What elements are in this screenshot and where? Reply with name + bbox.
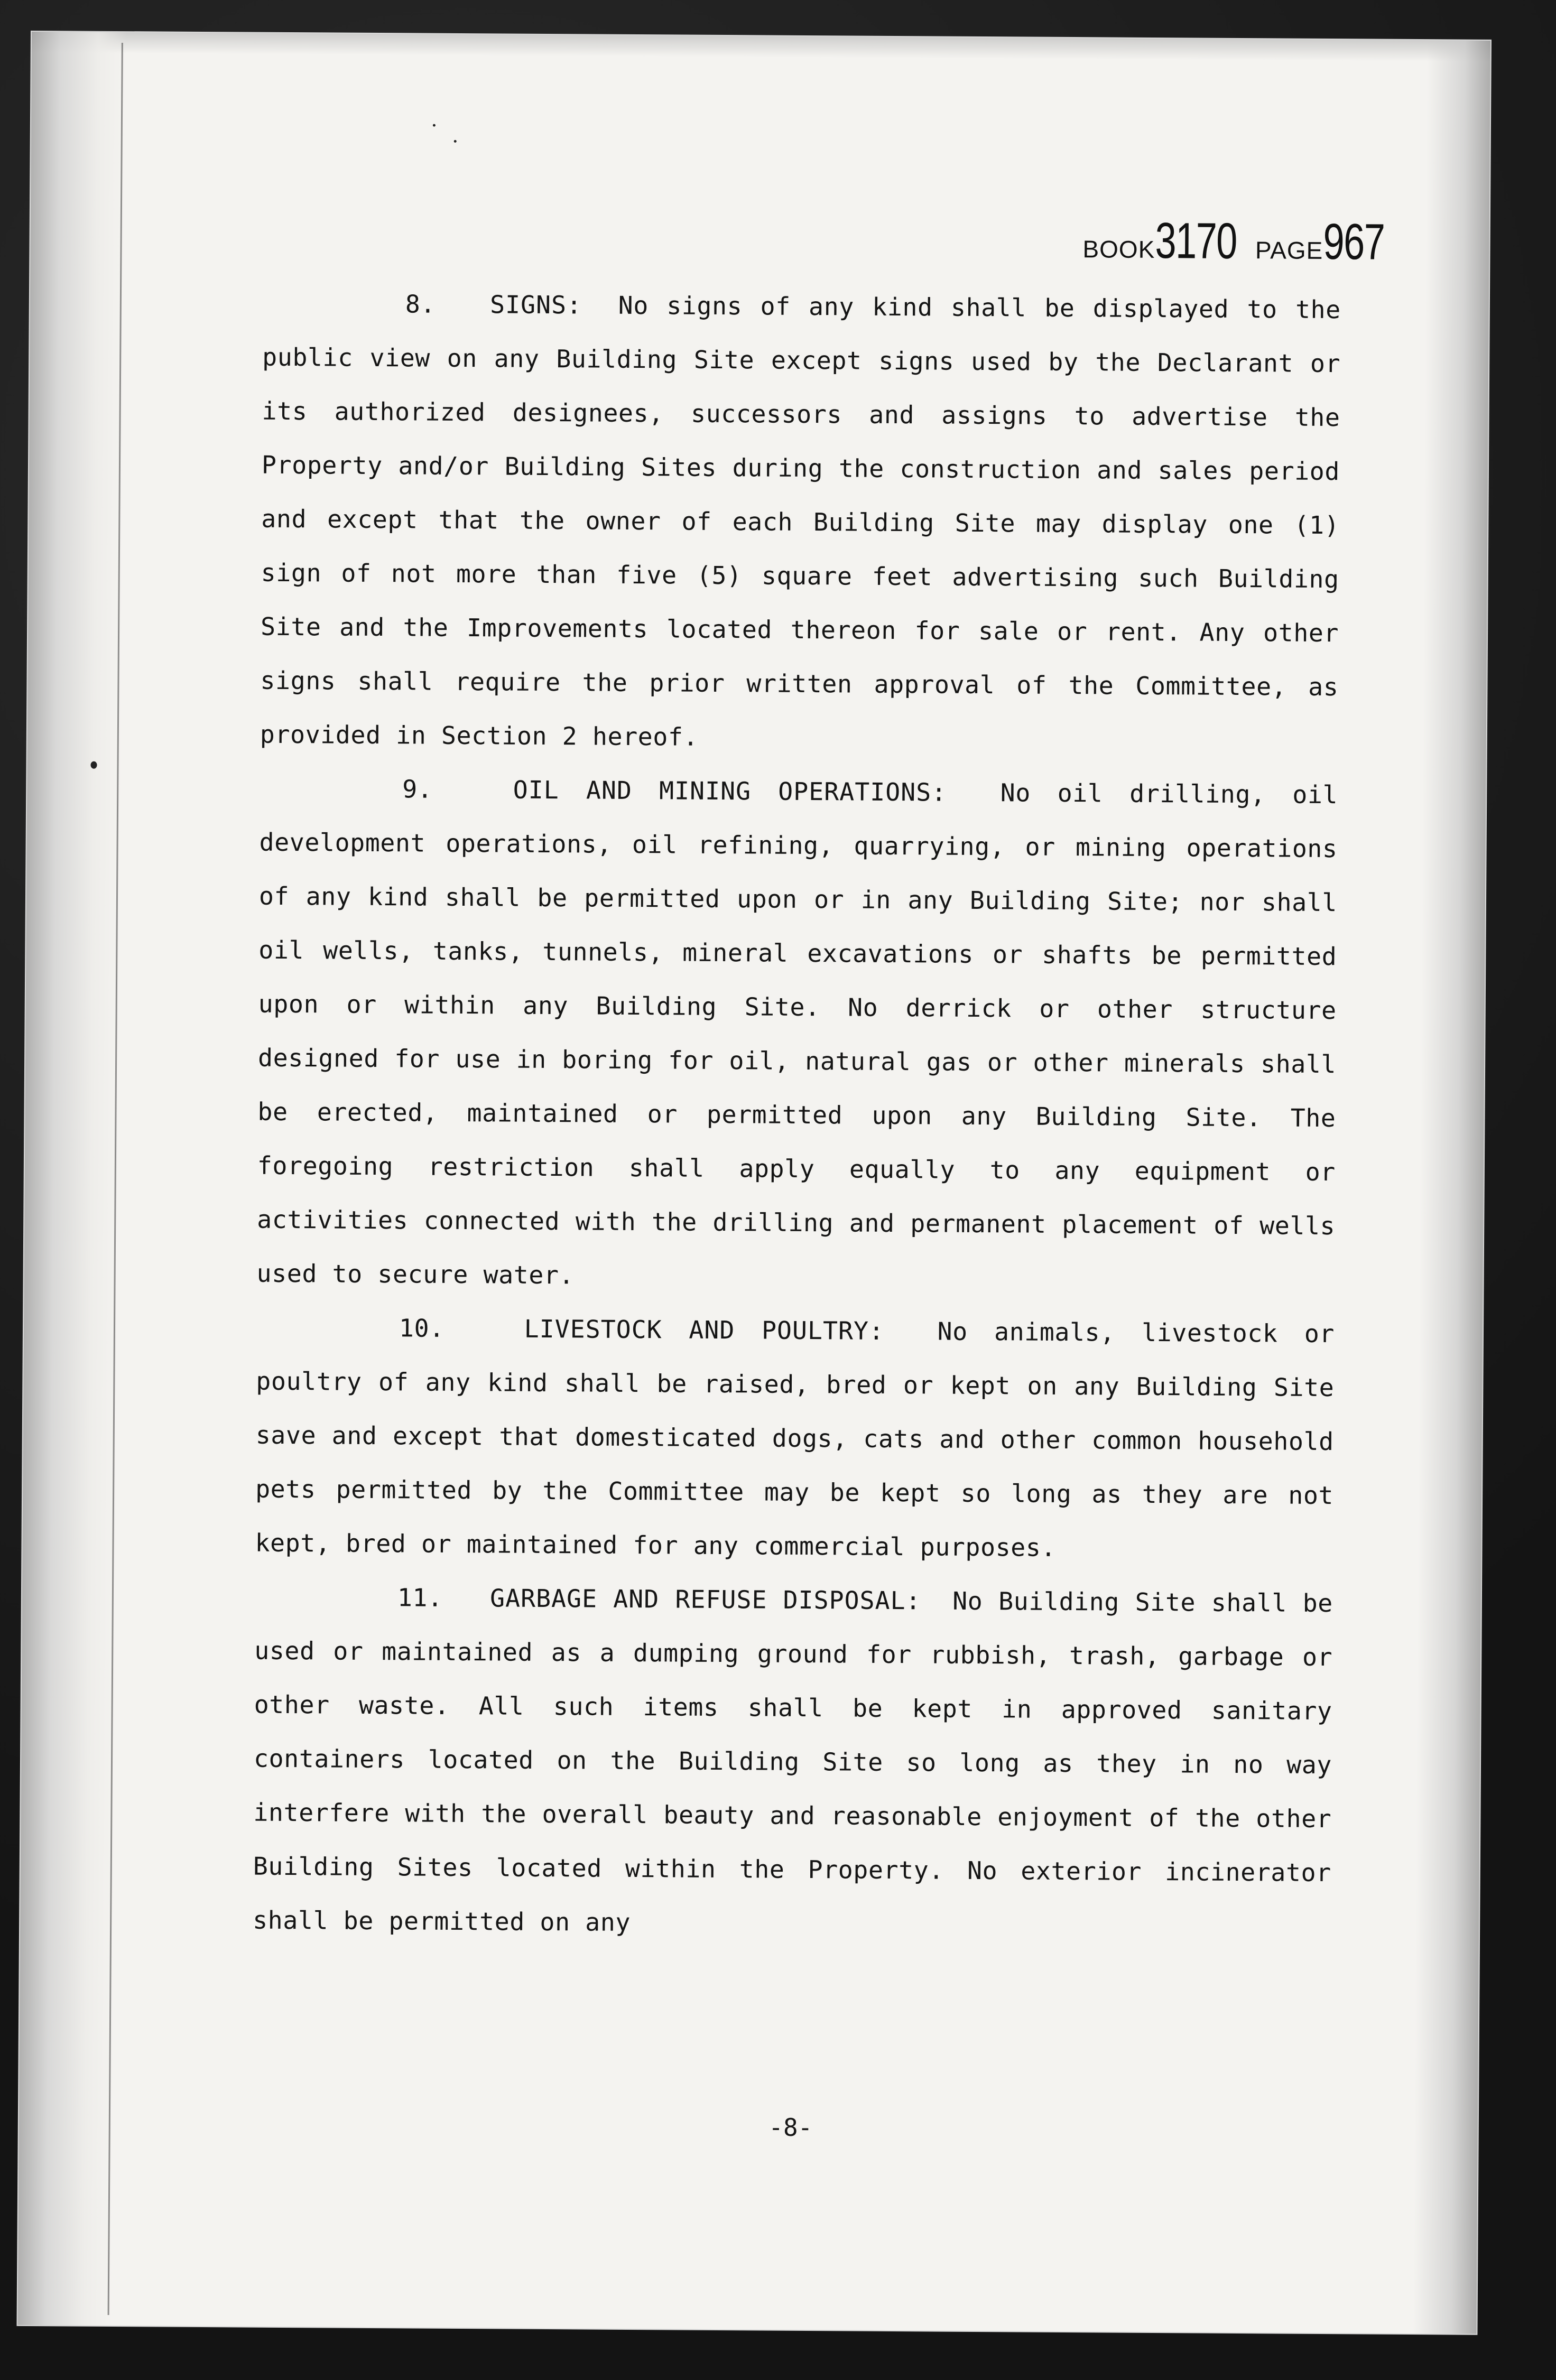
recording-stamp [1082,211,1405,272]
section-number: 9. [402,775,433,804]
page-content [253,208,1385,2142]
section-heading: GARBAGE AND REFUSE DISPOSAL: [489,1584,921,1615]
book-number: 3170 [1155,212,1237,269]
section-11 [253,1570,1333,1954]
scan-speck [454,140,457,143]
section-number: 8. [405,290,436,319]
page-number-footer: -8- [768,2113,813,2142]
section-10 [255,1300,1335,1576]
body-text [253,276,1341,1954]
section-heading: OIL AND MINING OPERATIONS: [513,775,947,807]
page-number: 967 [1323,213,1385,271]
section-9 [256,761,1338,1307]
page-label: PAGE [1255,236,1323,264]
book-label: BOOK [1082,235,1155,263]
section-heading: SIGNS: [489,290,582,320]
section-8 [260,276,1341,768]
section-text: No oil drilling, oil development operations, oil refining, quarrying, or mining operations of any kind shall be permitted upon or in any Building Site; nor shall oil wells, tanks, tunnels, mineral excavations or shafts be permitted upon or within any Building Site. No derrick or other structure designed for use in boring for oil, natural gas or other minerals shall be erected, maintained or permitted upon any Building Site. The foregoing restriction shall apply equally to any equipment or activities connected with the drilling and permanent placement of wells used to secure water. [256,778,1338,1290]
section-number: 11. [397,1583,443,1612]
scan-speck [90,761,97,769]
document-page [17,32,1490,2334]
section-number: 10. [399,1314,444,1343]
section-text: No animals, livestock or poultry of any kind shall be raised, bred or kept on any Building Site save and except that domesticated dogs, cats and other common household pets permitted by the Committee may be kept so long as they are not kept, bred or maintained for any commercial purposes. [255,1317,1335,1562]
section-text: No Building Site shall be used or maintained as a dumping ground for rubbish, trash, garbage or other waste. All such items shall be kept in approved sanitary containers located on the Building Site so long as they in no way interfere with the overall beauty and reasonable enjoyment of the other Building Sites located within the Property. No exterior incinerator shall be permitted on any [253,1586,1333,1937]
section-heading: LIVESTOCK AND POULTRY: [524,1314,885,1345]
scan-speck [433,124,436,127]
section-text: No signs of any kind shall be displayed to the public view on any Building Site except signs used by the Declarant or its authorized designees, successors and assigns to advertise the Property and/or Building Sites during the construction and sales period and except that the owner of each Building Site may display one (1) sign of not more than five (5) square feet advertising such Building Site and the Improvements located thereon for sale or rent. Any other signs shall require the prior written approval of the Committee, as provided in Section 2 hereof. [260,291,1341,751]
